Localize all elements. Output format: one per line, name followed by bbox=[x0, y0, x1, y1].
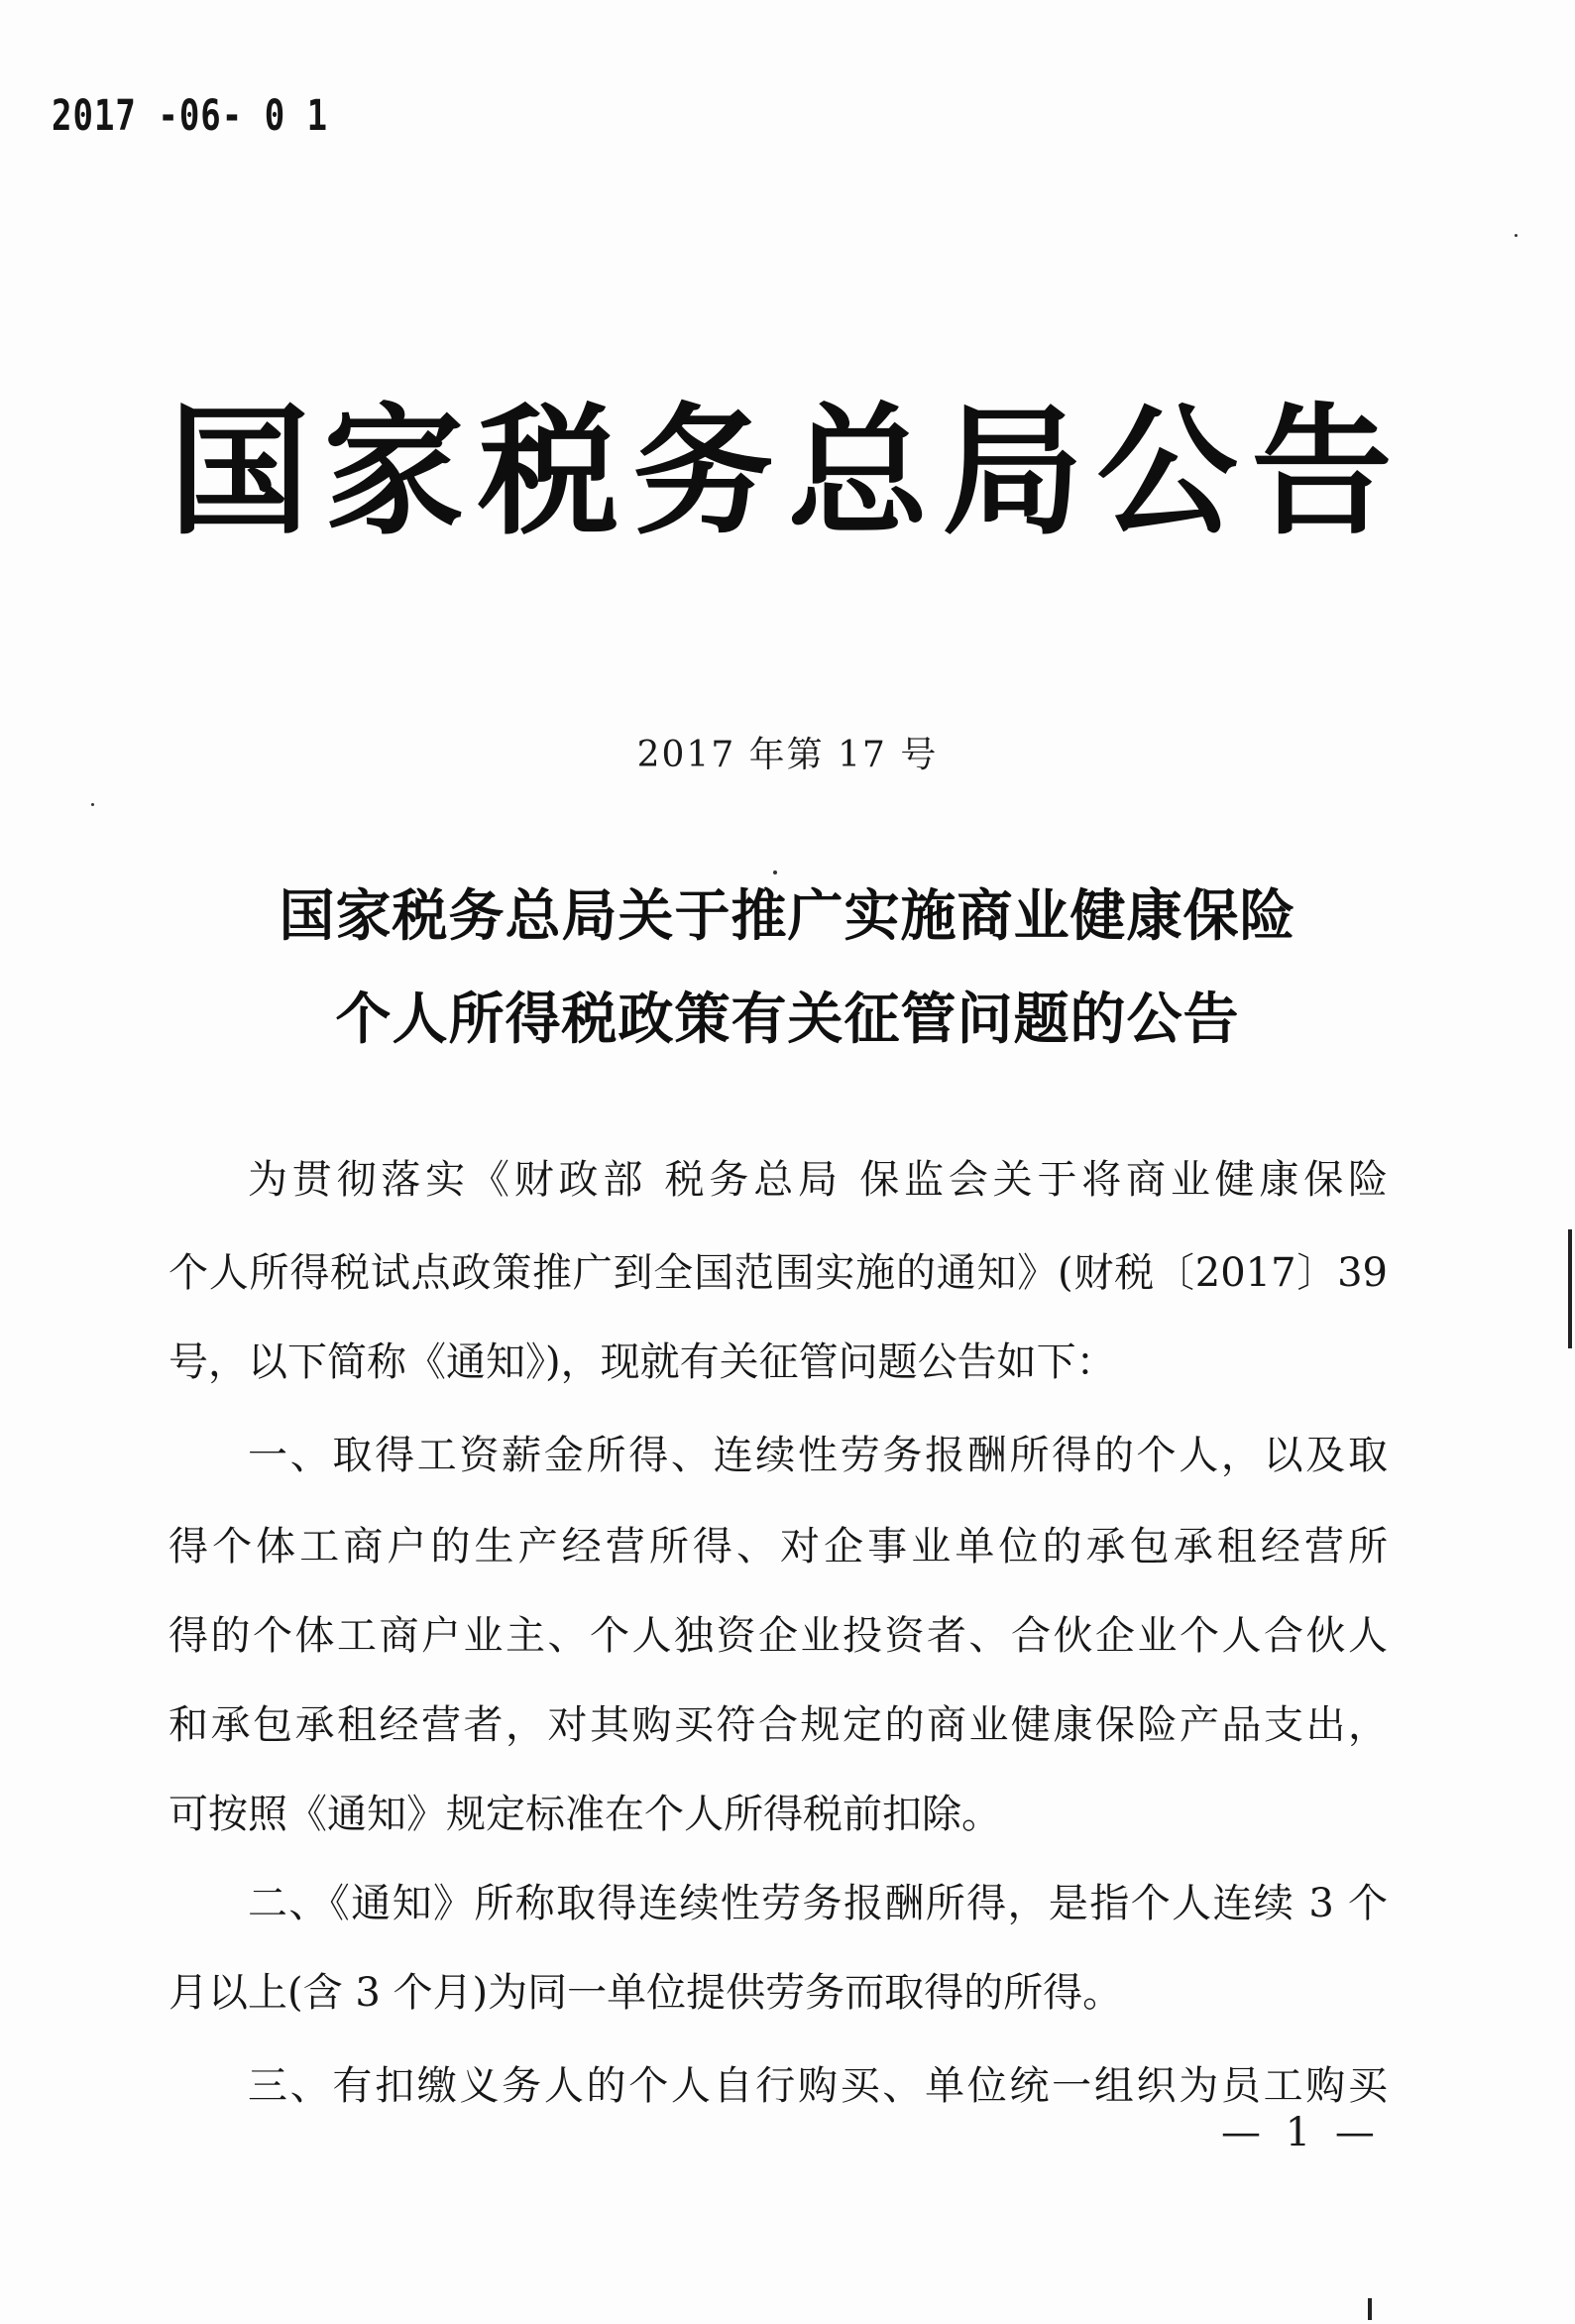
issuer-masthead: 国家税务总局公告 bbox=[169, 390, 1406, 554]
body-line-11: 三、有扣缴义务人的个人自行购买、单位统一组织为员工购买 bbox=[248, 2063, 1388, 2109]
body-line-7: 和承包承租经营者，对其购买符合规定的商业健康保险产品支出， bbox=[169, 1702, 1388, 1748]
body-line-2: 个人所得税试点政策推广到全国范围实施的通知》(财税〔2017〕39 bbox=[169, 1250, 1388, 1296]
scan-speck bbox=[773, 871, 777, 874]
body-line-10: 月以上(含 3 个月)为同一单位提供劳务而取得的所得。 bbox=[169, 1970, 1123, 2016]
body-line-6: 得的个体工商户业主、个人独资企业投资者、合伙企业个人合伙人 bbox=[169, 1613, 1388, 1659]
scan-speck bbox=[1515, 234, 1518, 237]
body-line-9: 二、《通知》所称取得连续性劳务报酬所得，是指个人连续 3 个 bbox=[248, 1881, 1388, 1926]
body-line-4: 一、取得工资薪金所得、连续性劳务报酬所得的个人，以及取 bbox=[248, 1433, 1388, 1478]
body-line-1: 为贯彻落实《财政部 税务总局 保监会关于将商业健康保险 bbox=[248, 1157, 1388, 1203]
body-line-3: 号，以下简称《通知》)，现就有关征管问题公告如下： bbox=[169, 1339, 1116, 1385]
body-line-5: 得个体工商户的生产经营所得、对企事业单位的承包承租经营所 bbox=[169, 1524, 1388, 1569]
document-title-line-2: 个人所得税政策有关征管问题的公告 bbox=[335, 987, 1240, 1052]
body-line-8: 可按照《通知》规定标准在个人所得税前扣除。 bbox=[169, 1792, 1001, 1837]
scan-speck bbox=[91, 803, 94, 806]
scan-edge-mark bbox=[1368, 2298, 1372, 2320]
scan-edge-mark bbox=[1568, 1229, 1572, 1348]
page-number: — 1 — bbox=[1221, 2110, 1381, 2155]
received-date-stamp: 2017 -06- 0 1 bbox=[52, 91, 329, 141]
document-number: 2017 年第 17 号 bbox=[636, 735, 939, 775]
document-title-line-1: 国家税务总局关于推广实施商业健康保险 bbox=[279, 883, 1296, 949]
